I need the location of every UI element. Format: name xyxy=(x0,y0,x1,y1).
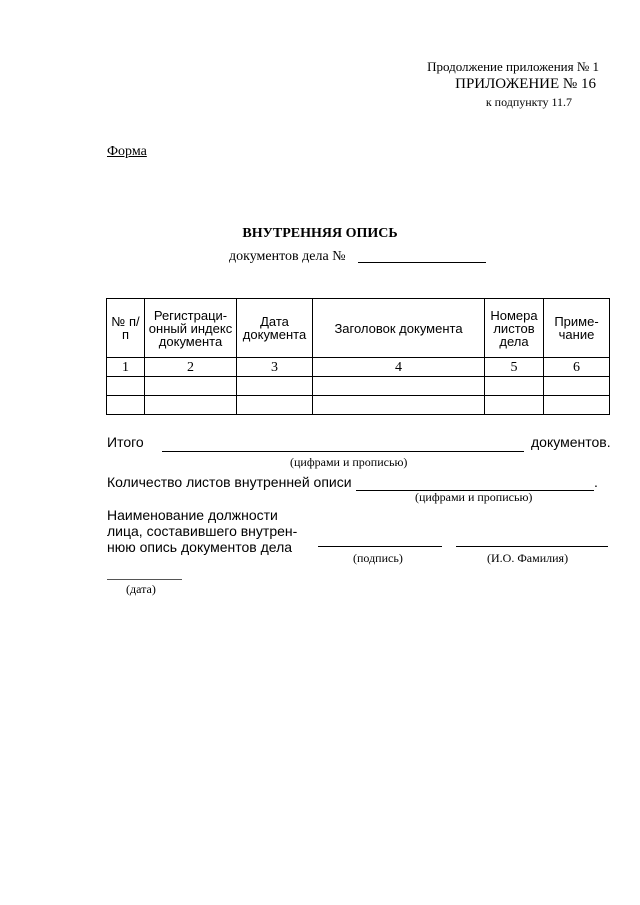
sheets-count-caption: (цифрами и прописью) xyxy=(415,490,533,504)
column-number: 5 xyxy=(485,358,544,377)
table-cell xyxy=(313,377,485,396)
header-subclause: к подпункту 11.7 xyxy=(485,95,572,109)
table-cell xyxy=(485,396,544,415)
table-cell xyxy=(313,396,485,415)
table-cell xyxy=(107,377,145,396)
header-cell: Номера листов дела xyxy=(485,299,544,358)
header-cell: № п/п xyxy=(107,299,145,358)
table-cell xyxy=(145,396,237,415)
column-number: 4 xyxy=(313,358,485,377)
header-cell: Приме-чание xyxy=(544,299,610,358)
form-label: Форма xyxy=(107,144,147,159)
table-cell xyxy=(237,396,313,415)
document-title: ВНУТРЕННЯЯ ОПИСЬ xyxy=(242,226,398,241)
total-label: Итого xyxy=(107,434,144,450)
position-label-line: Наименование должности xyxy=(107,507,278,523)
header-appendix: ПРИЛОЖЕНИЕ № 16 xyxy=(455,76,596,92)
signature-caption: (подпись) xyxy=(353,551,403,565)
total-suffix: документов. xyxy=(531,434,611,450)
total-line xyxy=(162,451,524,452)
column-number: 6 xyxy=(544,358,610,377)
table-cell xyxy=(544,377,610,396)
date-caption: (дата) xyxy=(126,582,156,596)
table-header-row xyxy=(107,299,610,358)
date-line xyxy=(107,579,182,580)
column-number: 2 xyxy=(145,358,237,377)
header-cell: Дата документа xyxy=(237,299,313,358)
sheets-count-dot: . xyxy=(594,474,598,490)
case-number-line xyxy=(358,262,486,263)
document-subtitle: документов дела № xyxy=(229,249,346,264)
position-label xyxy=(107,507,297,555)
table-cell xyxy=(485,377,544,396)
header-cell: Регистраци-онный индекс документа xyxy=(145,299,237,358)
table-cell xyxy=(237,377,313,396)
table-cell xyxy=(145,377,237,396)
full-name-line xyxy=(456,546,608,547)
position-label-line: лица, составившего внутрен- xyxy=(107,523,298,539)
column-number: 3 xyxy=(237,358,313,377)
table-cell xyxy=(544,396,610,415)
sheets-count-label: Количество листов внутренней описи xyxy=(107,474,352,490)
signature-line xyxy=(318,546,442,547)
position-label-line: нюю опись документов дела xyxy=(107,539,293,555)
table-row xyxy=(107,396,610,415)
column-number: 1 xyxy=(107,358,145,377)
header-cell: Заголовок документа xyxy=(313,299,485,358)
table-cell xyxy=(107,396,145,415)
total-caption: (цифрами и прописью) xyxy=(290,455,408,469)
column-number-row xyxy=(107,358,610,377)
inventory-table xyxy=(106,298,610,415)
full-name-caption: (И.О. Фамилия) xyxy=(487,551,569,565)
table-row xyxy=(107,377,610,396)
header-continuation: Продолжение приложения № 1 xyxy=(427,59,599,74)
